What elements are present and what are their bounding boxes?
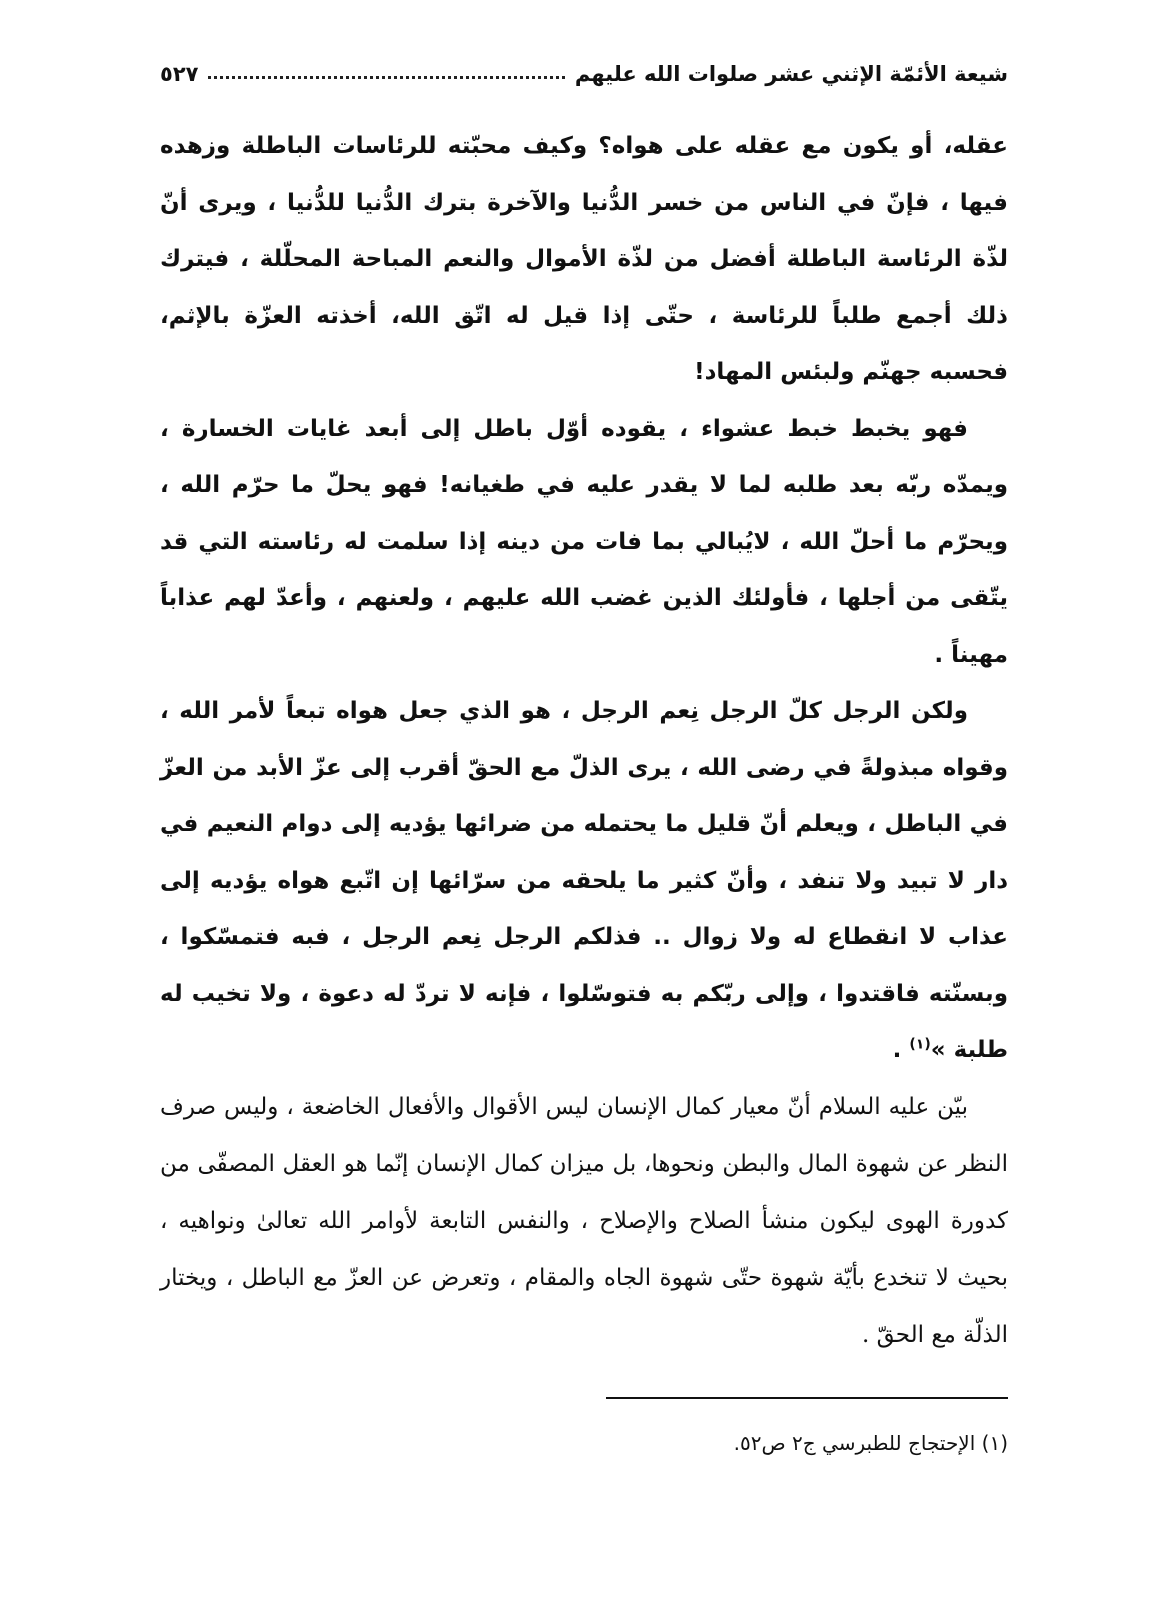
paragraph-2-text: فهو يخبط خبط عشواء ، يقوده أوّل باطل إلى أبعد غايات الخسارة ، ويمدّه ربّه بعد طلبه لما لا يقدر عليه في طغيانه! فهو يحلّ ما حرّم الله ، ويحرّم ما أحلّ الله ، لايُبالي بما فات من دينه إذا سلمت له رئاسته التي قد يتّقى من أجلها ، فأولئك الذين غضب الله عليهم ، ولعنهم ، وأعدّ لهم عذاباً مهيناً .	[160, 415, 1008, 668]
paragraph-4	[160, 1079, 1008, 1364]
footnote	[160, 1428, 1008, 1458]
paragraph-3-tail: .	[892, 1037, 910, 1063]
paragraph-3-text: ولكن الرجل كلّ الرجل نِعم الرجل ، هو الذي جعل هواه تبعاً لأمر الله ، وقواه مبذولةً في رضى الله ، يرى الذلّ مع الحقّ أقرب إلى عزّ الأبد من العزّ في الباطل ، ويعلم أنّ قليل ما يحتمله من ضرائها يؤديه إلى دوام النعيم في دار لا تبيد ولا تنفد ، وأنّ كثير ما يلحقه من سرّائها إن اتّبع هواه يؤديه إلى عذاب لا انقطاع له ولا زوال .. فذلكم الرجل نِعم الرجل ، فبه فتمسّكوا ، وبسنّته فاقتدوا ، وإلى ربّكم به فتوسّلوا ، فإنه لا تردّ له دعوة ، ولا تخيب له طلبة »	[160, 698, 1008, 1063]
paragraph-2	[160, 401, 1008, 684]
page-number: ٥٢٧	[160, 62, 199, 86]
paragraph-1-text: عقله، أو يكون مع عقله على هواه؟ وكيف محبّته للرئاسات الباطلة وزهده فيها ، فإنّ في الناس من خسر الدُّنيا والآخرة بترك الدُّنيا للدُّنيا ، ويرى أنّ لذّة الرئاسة الباطلة أفضل من لذّة الأموال والنعم المباحة المحلّلة ، فيترك ذلك أجمع طلباً للرئاسة ، حتّى إذا قيل له اتّق الله، أخذته العزّة بالإثم، فحسبه جهنّم ولبئس المهاد!	[160, 133, 1008, 385]
paragraph-3	[160, 683, 1008, 1079]
paragraph-4-text: بيّن عليه السلام أنّ معيار كمال الإنسان ليس الأقوال والأفعال الخاضعة ، وليس صرف النظر عن شهوة المال والبطن ونحوها، بل ميزان كمال الإنسان إنّما هو العقل المصفّى من كدورة الهوى ليكون منشأ الصلاح والإصلاح ، والنفس التابعة لأوامر الله تعالىٰ ونواهيه ، بحيث لا تنخدع بأيّة شهوة حتّى شهوة الجاه والمقام ، وتعرض عن العزّ مع الباطل ، ويختار الذلّة مع الحقّ .	[160, 1093, 1008, 1348]
body-text	[160, 118, 1008, 1364]
footnote-reference[interactable]: (١)	[909, 1036, 931, 1053]
footnote-separator	[606, 1397, 1008, 1399]
footnote-text: (١) الإحتجاج للطبرسي ج٢ ص٥٢.	[733, 1431, 1008, 1455]
running-title: شيعة الأئمّة الإثني عشر صلوات الله عليهم	[574, 62, 1008, 86]
paragraph-1	[160, 118, 1008, 401]
header-dot-leader	[208, 75, 564, 79]
page-header	[160, 42, 1008, 86]
